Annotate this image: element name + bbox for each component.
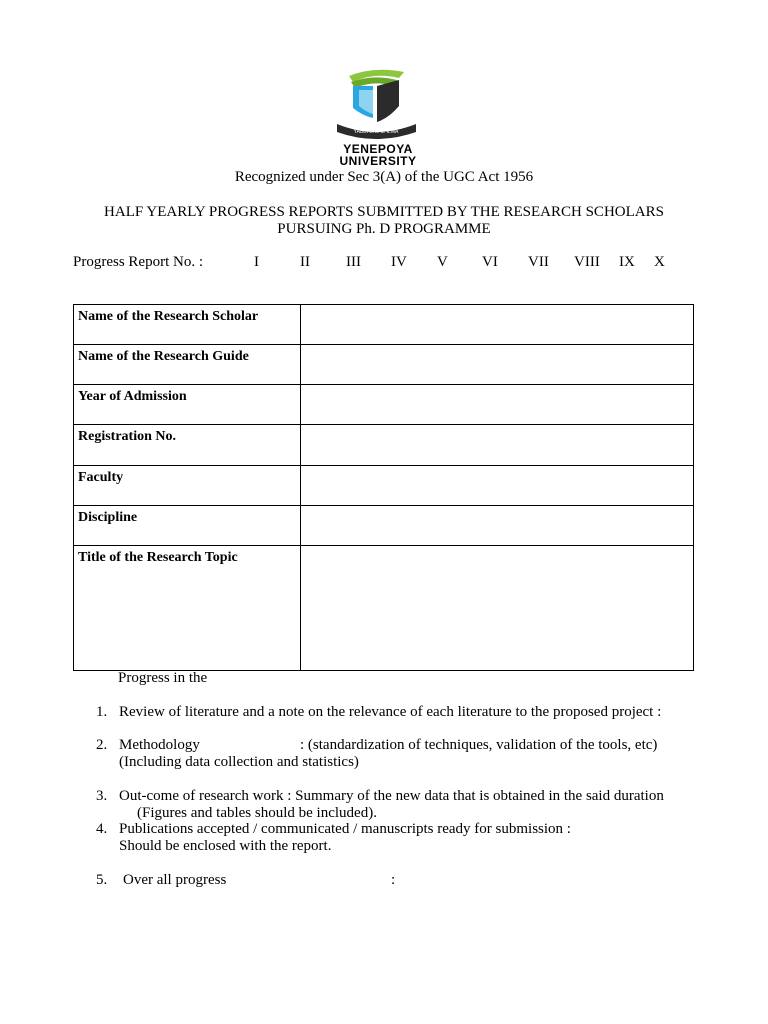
shield-emblem-icon: [329, 66, 424, 144]
list-item: [96, 788, 736, 824]
field-label: Discipline: [74, 506, 301, 546]
field-value-cell[interactable]: [301, 506, 694, 546]
report-numeral-option[interactable]: VI: [482, 254, 498, 270]
field-label: Name of the Research Scholar: [74, 305, 301, 345]
university-name-line1: YENEPOYA: [343, 142, 413, 156]
field-label: Registration No.: [74, 425, 301, 466]
item-number: 1.: [96, 704, 108, 720]
field-label: Year of Admission: [74, 385, 301, 425]
item-text: Out-come of research work : Summary of the new data that is obtained in the said duration: [119, 788, 664, 804]
university-name-line2: UNIVERSITY: [339, 154, 417, 168]
report-numeral-option[interactable]: II: [300, 254, 310, 270]
university-name: [318, 143, 438, 167]
item-text: Methodology: [119, 737, 200, 753]
table-row: [74, 425, 694, 466]
report-numeral-option[interactable]: IV: [391, 254, 407, 270]
item-number: 4.: [96, 821, 108, 837]
item-text: Publications accepted / communicated / manuscripts ready for submission :: [119, 821, 571, 837]
item-number: 5.: [96, 872, 108, 888]
list-item: [96, 737, 736, 773]
scholar-info-table: [73, 304, 694, 671]
table-row: [74, 345, 694, 385]
list-item: [96, 821, 736, 857]
document-title-line2: PURSUING Ph. D PROGRAMME: [277, 221, 491, 237]
university-logo: [329, 66, 424, 144]
report-numeral-option[interactable]: V: [437, 254, 448, 270]
report-numeral-option[interactable]: I: [254, 254, 259, 270]
field-value-cell[interactable]: [301, 466, 694, 506]
item-text: Review of literature and a note on the relevance of each literature to the proposed project :: [119, 704, 662, 720]
field-label: Name of the Research Guide: [74, 345, 301, 385]
progress-intro: Progress in the: [118, 670, 208, 686]
report-numeral-option[interactable]: VIII: [574, 254, 600, 270]
item-number: 2.: [96, 737, 108, 753]
table-row: [74, 385, 694, 425]
field-value-cell[interactable]: [301, 345, 694, 385]
item-text: Over all progress: [123, 872, 227, 888]
report-numeral-option[interactable]: IX: [619, 254, 635, 270]
field-value-cell[interactable]: [301, 546, 694, 671]
table-row: [74, 305, 694, 345]
recognition-line: Recognized under Sec 3(A) of the UGC Act 1956: [234, 169, 534, 185]
field-label: Faculty: [74, 466, 301, 506]
item-subtext: (Including data collection and statistics): [119, 754, 359, 770]
report-numeral-option[interactable]: X: [654, 254, 665, 270]
field-value-cell[interactable]: [301, 385, 694, 425]
item-number: 3.: [96, 788, 108, 804]
table-row: [74, 546, 694, 671]
logo-motto: YABBI DIGHE ILMA: [353, 129, 399, 135]
item-text-detail: : (standardization of techniques, validation of the tools, etc): [300, 737, 658, 753]
field-value-cell[interactable]: [301, 305, 694, 345]
table-row: [74, 506, 694, 546]
document-title: [0, 204, 768, 238]
item-text-detail: :: [391, 872, 396, 888]
item-subtext: Should be enclosed with the report.: [119, 838, 332, 854]
report-numeral-option[interactable]: III: [346, 254, 361, 270]
report-numeral-option[interactable]: VII: [528, 254, 549, 270]
table-row: [74, 466, 694, 506]
progress-report-label: Progress Report No. :: [73, 254, 203, 270]
document-title-line1: HALF YEARLY PROGRESS REPORTS SUBMITTED BY THE RESEARCH SCHOLARS: [104, 204, 664, 220]
item-subtext: (Figures and tables should be included).: [137, 805, 377, 821]
field-value-cell[interactable]: [301, 425, 694, 466]
field-label: Title of the Research Topic: [74, 546, 301, 671]
